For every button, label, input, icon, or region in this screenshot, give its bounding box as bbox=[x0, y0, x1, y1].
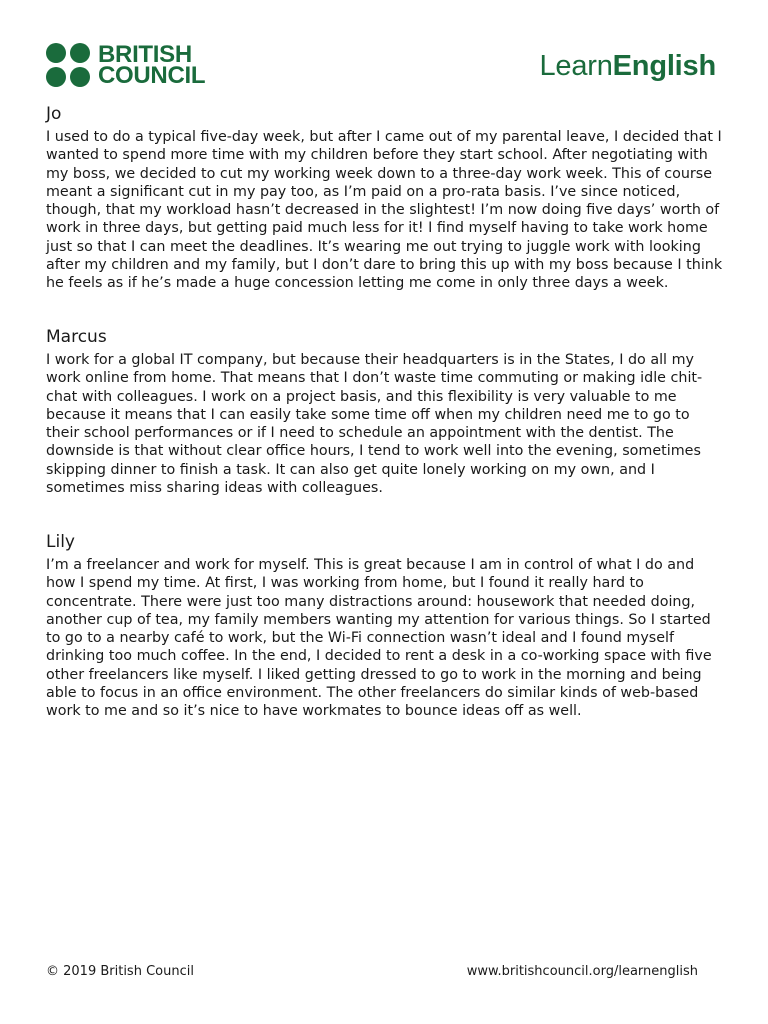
section-jo bbox=[46, 104, 726, 293]
british-council-logo bbox=[46, 43, 205, 87]
section-heading: Lily bbox=[46, 532, 75, 552]
le-logo-bold: English bbox=[612, 50, 716, 82]
section-marcus bbox=[46, 327, 726, 497]
section-body: I work for a global IT company, but because their headquarters is in the States, I do all my work online from home. That means that I don’t waste time commuting or making idle chit-chat with colleagues. I work on a project basis, and this flexibility is very valuable to me because it means that I can easily take some time off when my children need me to go to their school performances or if I need to schedule an appointment with the dentist. The downside is that without clear office hours, I tend to work well into the evening, sometimes skipping dinner to finish a task. It can also get quite lonely working on my own, and I sometimes miss sharing ideas with colleagues. bbox=[46, 352, 703, 497]
bc-logo-line1: BRITISH bbox=[98, 41, 192, 68]
section-body: I used to do a typical five-day week, but after I came out of my parental leave, I decided that I wanted to spend more time with my children before they start school. After negotiating with my boss, we decided to cut my working week down to a three-day work week. This of course meant a significant cut in my pay too, as I’m paid on a pro-rata basis. I’ve since noticed, though, that my workload hasn’t decreased in the slightest! I’m now doing five days’ worth of work in three days, but getting paid much less for it! I find myself having to take work home just so that I can meet the deadlines. It’s wearing me out trying to juggle work with looking after my children and my family, but I don’t dare to bring this up with my boss because I think he feels as if he’s made a huge concession letting me come in only three days a week. bbox=[46, 129, 723, 292]
le-logo-light: Learn bbox=[539, 50, 613, 82]
section-heading: Jo bbox=[46, 104, 62, 124]
section-lily bbox=[46, 532, 726, 721]
section-body: I’m a freelancer and work for myself. This is great because I am in control of what I do and how I spend my time. At first, I was working from home, but I found it really hard to concentrate. There were just too many distractions around: housework that needed doing, another cup of tea, my family members wanting my attention for various things. So I started to go to a nearby café to work, but the Wi-Fi connection wasn’t ideal and I found myself drinking too much coffee. In the end, I decided to rent a desk in a co-working space with five other freelancers like myself. I liked getting dressed to go to work in the morning and being able to focus in an office environment. The other freelancers do similar kinds of web-based work to me and so it’s nice to have workmates to bounce ideas off as well. bbox=[46, 557, 712, 720]
british-council-wordmark bbox=[98, 41, 206, 89]
bc-logo-line2: COUNCIL bbox=[98, 62, 206, 89]
footer-url: www.britishcouncil.org/learnenglish bbox=[466, 964, 698, 979]
section-heading: Marcus bbox=[46, 327, 107, 347]
footer-copyright: © 2019 British Council bbox=[46, 964, 194, 979]
learnenglish-logo bbox=[539, 50, 716, 83]
british-council-dots-icon bbox=[46, 43, 90, 87]
page-header bbox=[0, 0, 768, 100]
